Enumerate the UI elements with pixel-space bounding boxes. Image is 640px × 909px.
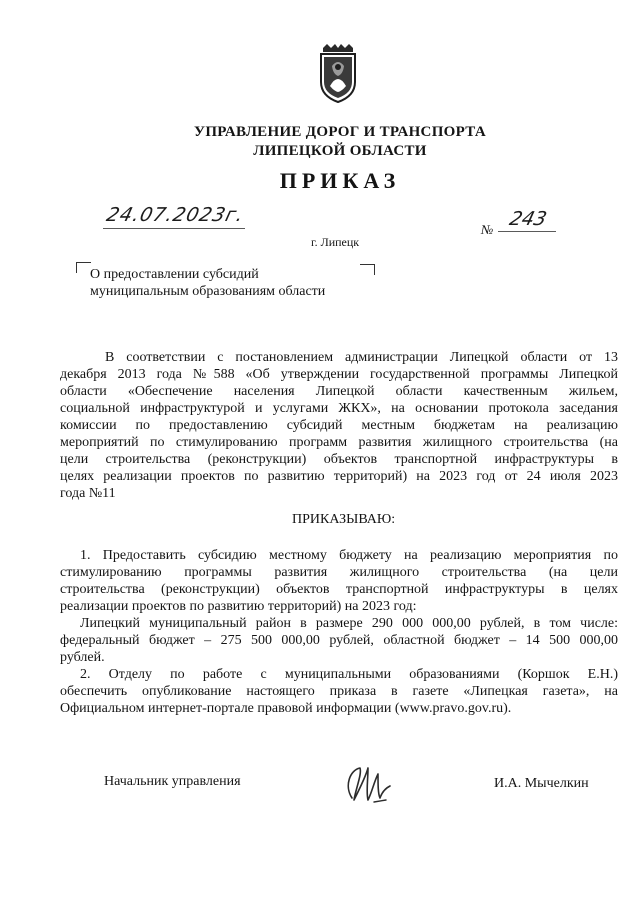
signatory-position: Начальник управления — [104, 774, 241, 789]
agency-name-line-1: УПРАВЛЕНИЕ ДОРОГ И ТРАНСПОРТА — [194, 124, 486, 140]
item-line: федеральный бюджет – 275 500 000,00 рублей, областной бюджет – 14 500 000,00 — [60, 633, 618, 648]
preamble-paragraph — [60, 349, 618, 502]
item-line: обеспечить опубликование настоящего приказа в газете «Липецкая газета», на — [60, 684, 618, 699]
signatory-name: И.А. Мычелкин — [494, 776, 589, 791]
subject-bracket-right — [360, 264, 375, 275]
document-type-title: ПРИКАЗ — [279, 168, 401, 193]
document-date: 24.07.2023г. — [104, 204, 247, 226]
preamble-line: декабря 2013 года №588 «Об утверждении государственной программы Липецкой — [60, 367, 618, 382]
order-heading: ПРИКАЗЫВАЮ: — [292, 512, 396, 527]
subject-bracket-left — [76, 262, 91, 273]
item-line: 1. Предоставить субсидию местному бюджету на реализацию мероприятия по — [80, 548, 618, 563]
preamble-line: года №11 — [60, 486, 116, 501]
number-underline — [498, 231, 556, 232]
preamble-line: социальной инфраструктурой и услугами ЖКХ», на основании протокола заседания — [60, 401, 618, 416]
order-items — [60, 547, 618, 717]
item-line: Липецкий муниципальный район в размере 290 000 000,00 рублей, в том числе: — [80, 616, 618, 631]
preamble-line: целях реализации проектов по развитию территорий) на 2023 год от 24 июля 2023 — [60, 469, 618, 484]
document-city: г. Липецк — [311, 235, 360, 249]
document-number: 243 — [507, 208, 550, 230]
number-prefix: № — [481, 222, 494, 237]
item-line: 2. Отделу по работе с муниципальными образованиями (Коршок Е.Н.) — [80, 667, 618, 682]
subject-line: О предоставлении субсидий — [90, 267, 259, 282]
item-line: реализации проектов по развитию территорий) на 2023 год: — [60, 599, 417, 614]
item-line: строительства (реконструкции) объектов транспортной инфраструктуры в целях — [60, 582, 618, 597]
preamble-line: комиссии по предоставлению субсидий местным бюджетам на реализацию — [60, 418, 618, 433]
date-underline — [103, 228, 245, 229]
item-line: Официальном интернет-портале правовой информации (www.pravo.gov.ru). — [60, 701, 512, 716]
agency-name-line-2: ЛИПЕЦКОЙ ОБЛАСТИ — [253, 143, 427, 159]
document-subject — [90, 266, 325, 300]
coat-of-arms-icon — [315, 42, 361, 104]
preamble-line: В соответствии с постановлением администрации Липецкой области от 13 — [105, 350, 618, 365]
preamble-line: мероприятий по стимулированию программ развития жилищного строительства (на — [60, 435, 618, 450]
handwritten-signature — [338, 758, 398, 808]
item-line: рублей. — [60, 650, 105, 665]
preamble-line: цели строительства (реконструкции) объектов транспортной инфраструктуры в — [60, 452, 618, 467]
item-line: стимулированию программы развития жилищного строительства (на цели — [60, 565, 618, 580]
preamble-line: области «Обеспечение населения Липецкой области качественным жильем, — [60, 384, 618, 399]
subject-line: муниципальным образованиям области — [90, 284, 326, 299]
